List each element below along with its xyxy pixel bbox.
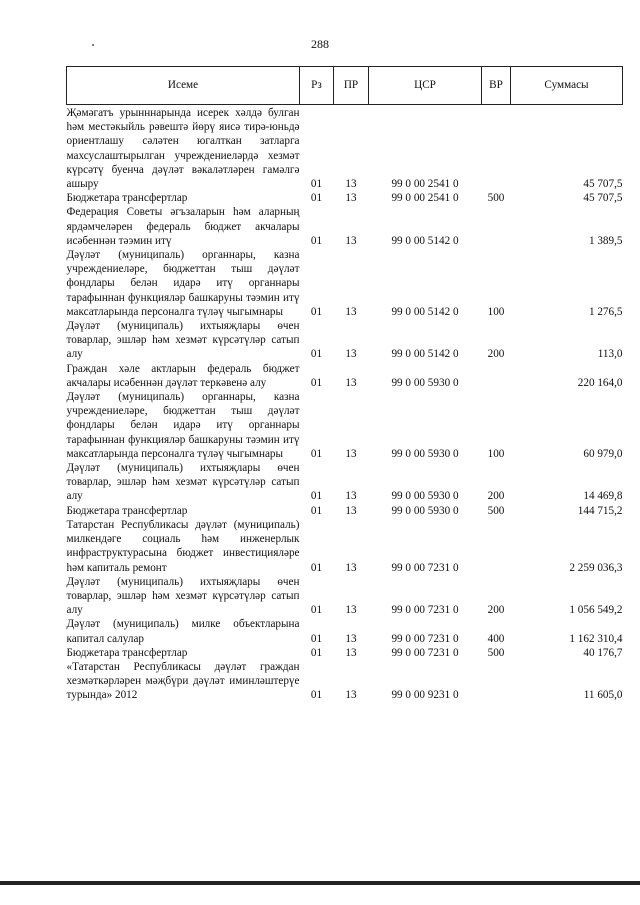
header-vr: ВР [482,67,511,105]
row-pr: 13 [345,504,357,517]
row-rz: 01 [310,504,323,517]
row-vr: 100 [487,447,505,460]
row-csr: 99 0 00 5142 0 [391,348,459,361]
row-vr: 200 [487,348,505,361]
row-pr: 13 [345,178,357,191]
table-row [67,248,623,319]
page-number: 288 [311,37,329,51]
row-sum: 1 276,5 [588,305,623,318]
row-pr: 13 [345,348,357,361]
row-csr: 99 0 00 2541 0 [391,178,459,191]
row-rz: 01 [310,178,323,191]
row-vr: 500 [487,192,505,205]
table-row [67,390,623,461]
scan-bottom-edge [0,881,640,885]
row-vr: 200 [487,490,505,503]
table-row [67,617,623,645]
header-rz: Рз [300,67,334,105]
row-name: «Татарстан Республикасы дәүләт граждан хезмәткәрләрен мәҗбүри дәүләт иминләштерүе турында» 2012 [66,660,300,702]
row-rz: 01 [310,646,323,659]
table-row [67,504,623,518]
row-pr: 13 [345,490,357,503]
row-csr: 99 0 00 5930 0 [391,504,459,517]
table-row [67,575,623,618]
table-row [67,205,623,248]
row-csr: 99 0 00 5930 0 [391,490,459,503]
table-row [67,105,623,192]
row-vr: 500 [487,646,505,659]
table-row [67,191,623,205]
row-name: Дәүләт (муниципаль) милке объектларына капитал салулар [66,618,300,645]
scan-speck [92,44,94,46]
row-pr: 13 [345,689,357,702]
row-csr: 99 0 00 5142 0 [391,234,459,247]
table-row [67,518,623,575]
table-row [67,646,623,660]
row-csr: 99 0 00 5142 0 [391,305,459,318]
table-row [67,660,623,703]
row-name: Дәүләт (муниципаль) органнары, казна учреждениеләре, бюджеттан тыш дәүләт фондлары белән идарә итү органнары тарафыннан функцияләр башкаруны тәэмин итү максатларында персоналга түләү чыгымнары [66,249,300,318]
budget-table [66,66,623,703]
row-vr [482,362,511,390]
row-csr: 99 0 00 2541 0 [391,192,459,205]
row-sum: 11 605,0 [583,689,623,702]
row-rz: 01 [310,447,323,460]
row-pr: 13 [345,632,357,645]
row-pr: 13 [345,447,357,460]
row-csr: 99 0 00 7231 0 [391,646,459,659]
row-csr: 99 0 00 7231 0 [391,561,459,574]
table-row [67,461,623,504]
row-name: Дәүләт (муниципаль) ихтыяҗлары өчен товарлар, эшләр һәм хезмәт күрсәтүләр сатып алу [66,575,300,617]
row-pr: 13 [345,376,357,389]
row-csr: 99 0 00 9231 0 [391,689,459,702]
row-vr [482,105,511,192]
row-vr: 500 [487,504,505,517]
row-sum: 40 176,7 [583,646,623,659]
row-rz: 01 [310,376,323,389]
row-sum: 113,0 [597,348,623,361]
row-csr: 99 0 00 7231 0 [391,604,459,617]
row-pr: 13 [345,234,357,247]
row-sum: 60 979,0 [583,447,623,460]
row-csr: 99 0 00 5930 0 [391,447,459,460]
row-rz: 01 [310,348,323,361]
row-name: Федерация Советы әгъзаларын һәм аларның ярдәмчеләрен федераль бюджет акчалары исәбеннән тәэмин итү [66,206,300,247]
table-row [67,319,623,362]
row-name: Граждан хәле актларын федераль бюджет акчалары исәбеннән дәүләт теркәвенә алу [66,362,300,389]
row-rz: 01 [310,192,323,205]
row-vr: 200 [487,604,505,617]
row-rz: 01 [310,689,323,702]
row-vr [482,660,511,703]
table-header-row [67,67,623,105]
row-rz: 01 [310,632,323,645]
row-name: Бюджетара трансфертлар [66,646,188,659]
row-csr: 99 0 00 5930 0 [391,376,459,389]
row-name: Дәүләт (муниципаль) органнары, казна учреждениеләре, бюджеттан тыш дәүләт фондлары белән идарә итү органнары тарафыннан функцияләр башкаруны тәэмин итү максатларында персоналга түләү чыгымнары [66,391,300,460]
row-name: Дәүләт (муниципаль) ихтыяҗлары өчен товарлар, эшләр һәм хезмәт күрсәтүләр сатып алу [66,320,300,361]
row-name: Бюджетара трансфертлар [66,192,188,205]
row-sum: 1 056 549,2 [569,604,623,617]
row-pr: 13 [345,192,357,205]
header-name: Исеме [67,67,300,105]
row-sum: 2 259 036,3 [569,561,623,574]
row-sum: 14 469,8 [583,490,623,503]
row-sum: 1 162 310,4 [569,632,623,645]
row-vr [482,205,511,248]
row-rz: 01 [310,305,323,318]
row-sum: 1 389,5 [588,234,623,247]
row-pr: 13 [345,561,357,574]
row-name: Җәмәгатъ урынннарында исерек хәлдә булган һәм местәкыйль рәвештә йөрү яисә тирә-юньдә ориентлашу сәләтен югалткан затларга махсуслаштырылган учреждениеләрдә хезмәт күрсәтү буенча дәүләт вәкаләтләрен гамәлгә ашыру [66,107,300,191]
row-name: Бюджетара трансфертлар [66,504,188,517]
header-pr: ПР [334,67,369,105]
row-sum: 220 164,0 [577,376,623,389]
row-name: Татарстан Республикасы дәүләт (муниципаль) милкендәге социаль һәм инженерлык инфраструктурасына бюджет инвестицияләре һәм капиталь ремонт [66,518,300,574]
row-rz: 01 [310,561,323,574]
row-pr: 13 [345,604,357,617]
table-row [67,362,623,390]
row-pr: 13 [345,646,357,659]
row-name: Дәүләт (муниципаль) ихтыяҗлары өчен товарлар, эшләр һәм хезмәт күрсәтүләр сатып алу [66,462,300,503]
row-rz: 01 [310,234,323,247]
row-sum: 45 707,5 [583,178,623,191]
row-pr: 13 [345,305,357,318]
row-rz: 01 [310,604,323,617]
header-csr: ЦСР [369,67,482,105]
row-csr: 99 0 00 7231 0 [391,632,459,645]
row-sum: 144 715,2 [577,504,623,517]
header-sum: Суммасы [511,67,623,105]
row-vr: 400 [487,632,505,645]
row-vr: 100 [487,305,505,318]
row-rz: 01 [310,490,323,503]
row-vr [482,518,511,575]
row-sum: 45 707,5 [583,192,623,205]
